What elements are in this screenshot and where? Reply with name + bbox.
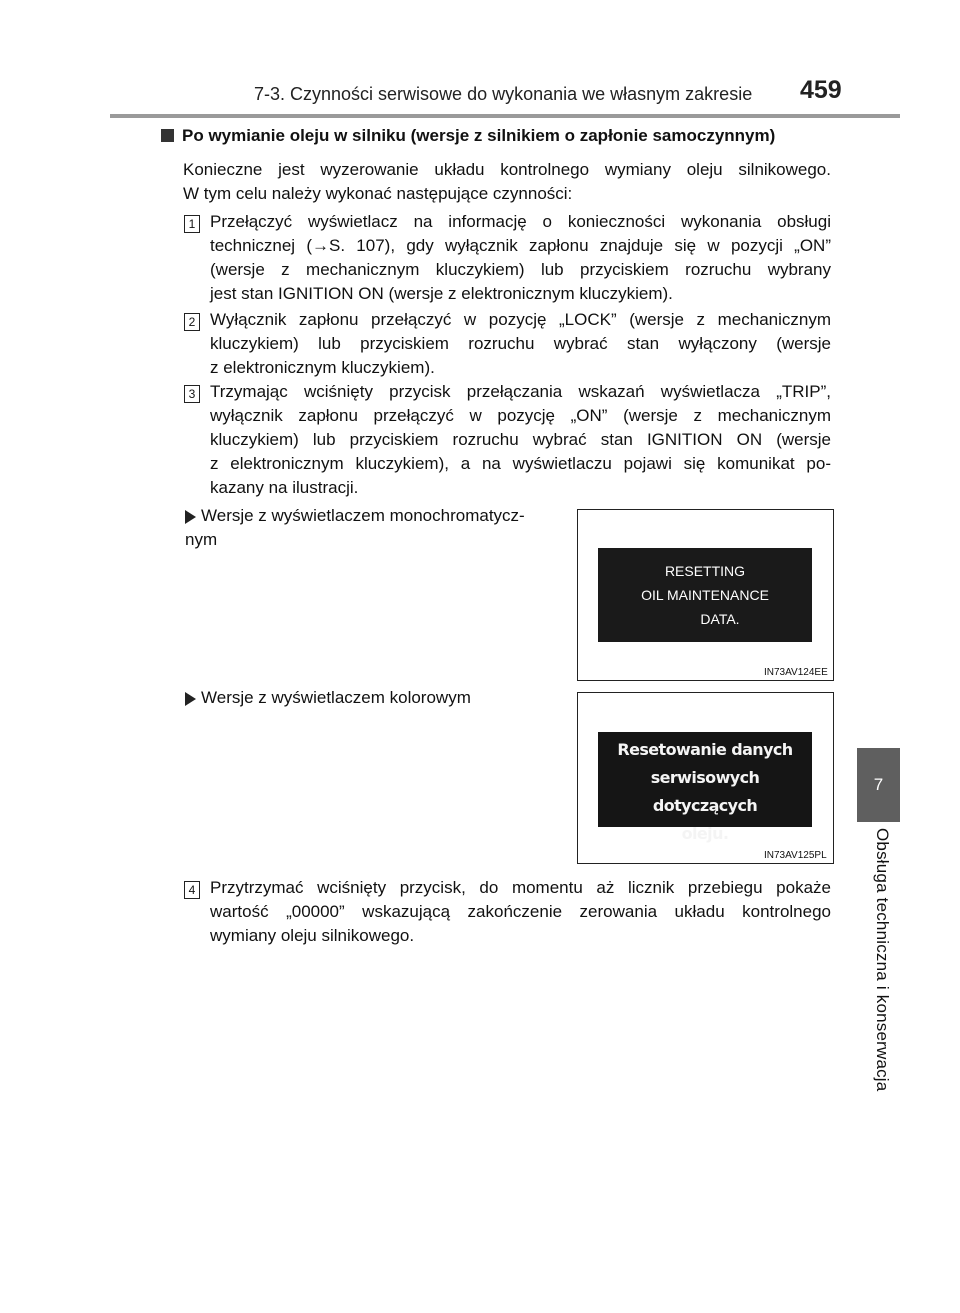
triangle-bullet-icon [185,692,196,706]
chapter-title: Obsługa techniczna i konserwacja [873,828,892,1092]
display-line: OIL MAINTENANCE [641,587,769,603]
display-line: Resetowanie danych [617,740,793,759]
section-heading [161,126,841,146]
display-line: DATA. [700,611,740,627]
step-3-line: Trzymając wciśnięty przycisk przełączania wskazań wyświetlacza „TRIP”, [210,382,831,401]
triangle-bullet-icon [185,510,196,524]
figure-color [577,692,834,864]
variant-1-label-line: nym [185,530,218,549]
step-3-line: kazany na ilustracji. [210,478,359,497]
figure-code: IN73AV125PL [764,850,827,861]
step-1-line: jest stan IGNITION ON (wersje z elektronicznym kluczykiem). [210,284,673,303]
step-1-line: Przełączyć wyświetlacz na informację o konieczności wykonania obsługi [210,212,831,231]
step-4-line: Przytrzymać wciśnięty przycisk, do momentu aż licznik przebiegu pokaże [210,878,831,897]
chapter-tab: 7 [857,748,900,822]
intro-line-1: Konieczne jest wyzerowanie układu kontrolnego wymiany oleju silnikowego. [183,160,831,179]
step-3-number: 3 [184,385,200,403]
intro-line-2: W tym celu należy wykonać następujące czynności: [183,184,573,203]
step-4-line: wartość „00000” wskazującą zakończenie zerowania układu kontrolnego [210,902,831,921]
step-2-number: 2 [184,313,200,331]
display-line: oleju. [681,824,729,843]
header-rule [110,114,900,118]
step-1-line: (wersje z mechanicznym kluczykiem) lub przyciskiem rozruchu wybrany [210,260,831,279]
figure-monochrome [577,509,834,681]
variant-2-label: Wersje z wyświetlaczem kolorowym [201,688,471,707]
display-line: serwisowych dotyczących [650,768,760,815]
step-2-line: z elektronicznym kluczykiem). [210,358,435,377]
monochrome-display [598,548,812,642]
square-bullet-icon [161,129,174,142]
step-2-text [210,308,831,380]
section-heading-text: Po wymianie oleju w silniku (wersje z silnikiem o zapłonie samoczynnym) [182,126,776,145]
step-4-number: 4 [184,881,200,899]
step-3-text [210,380,831,500]
figure-code: IN73AV124EE [764,667,828,678]
step-1-text [210,210,831,306]
intro-paragraph [183,158,831,206]
color-display [598,732,812,843]
variant-1-label [185,504,571,552]
step-3-line: kluczykiem) lub przyciskiem rozruchu wybrać stan IGNITION ON (wersje [210,430,831,449]
page-number: 459 [800,76,842,104]
step-1-number: 1 [184,215,200,233]
step-3-line: wyłącznik zapłonu przełączyć w pozycję „ON” (wersje z mechanicznym [210,406,831,425]
variant-1-label-line: Wersje z wyświetlaczem monochromatycz- [201,506,525,525]
display-line: RESETTING [664,563,746,579]
step-3-line: z elektronicznym kluczykiem), a na wyświetlaczu pojawi się komunikat po- [210,454,831,473]
step-2-line: kluczykiem) lub przyciskiem rozruchu wybrać stan wyłączony (wersje [210,334,831,353]
header-title: 7-3. Czynności serwisowe do wykonania we własnym zakresie [254,84,753,104]
step-4-text [210,876,831,948]
step-4-line: wymiany oleju silnikowego. [210,926,415,945]
step-2-line: Wyłącznik zapłonu przełączyć w pozycję „LOCK” (wersje z mechanicznym [210,310,831,329]
step-1-line: technicznej (→S. 107), gdy wyłącznik zapłonu znajduje się w pozycji „ON” [210,236,831,255]
